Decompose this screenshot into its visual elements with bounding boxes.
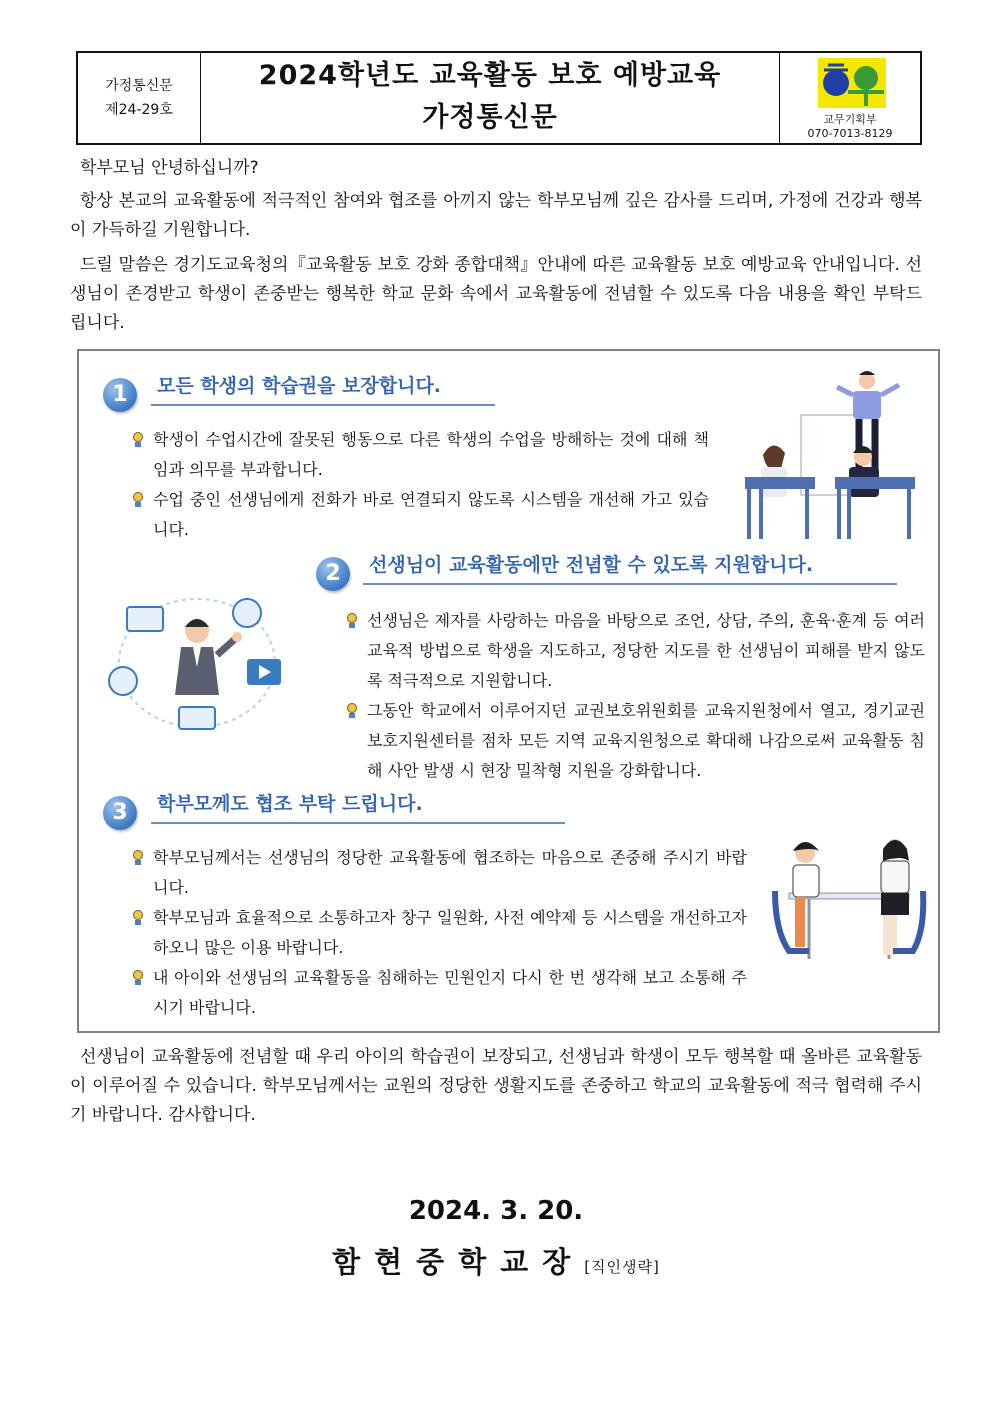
date: 2024. 3. 20. [408, 1196, 584, 1226]
seal-note: [직인생략] [584, 1258, 660, 1276]
section-3-title: 학부모께도 협조 부탁 드립니다. [151, 789, 565, 824]
page-title: 2024학년도 교육활동 보호 예방교육 [258, 60, 722, 91]
greeting: 학부모님 안녕하십니까? [80, 158, 259, 178]
dept-contact [780, 113, 920, 141]
list-item: 학부모님과 효율적으로 소통하고자 창구 일원화, 사전 예약제 등 시스템을 개선하고자 하오니 많은 이용 바랍니다. [131, 903, 747, 963]
page-subtitle: 가정통신문 [422, 102, 558, 133]
bullet-icon [345, 703, 359, 719]
issue-info [78, 53, 201, 143]
teacher-network-illustration [97, 585, 297, 735]
bullet-icon [131, 970, 145, 986]
bullet-icon [131, 432, 145, 448]
contact-block [780, 53, 920, 143]
list-item: 그동안 학교에서 이루어지던 교권보호위원회를 교육지원청에서 열고, 경기교권보호지원센터를 점차 모든 지역 교육지원청으로 확대해 나감으로써 교육활동 침해 사안 발생 시 현장 밀착형 지원을 강화합니다. [345, 696, 925, 786]
newsletter-type: 가정통신문 [105, 78, 173, 94]
section-3-badge: 3 [103, 796, 137, 830]
list-item: 수업 중인 선생님에게 전화가 바로 연결되지 않도록 시스템을 개선해 가고 있습니다. [131, 485, 709, 545]
dept-phone: 070-7013-8129 [807, 127, 893, 140]
parent-teacher-meeting-illustration [769, 837, 929, 967]
section-1-title: 모든 학생의 학습권을 보장합니다. [151, 371, 495, 406]
list-item: 학부모님께서는 선생님의 정당한 교육활동에 협조하는 마음으로 존중해 주시기 바랍니다. [131, 843, 747, 903]
issue-number: 제24-29호 [105, 102, 173, 118]
section-2-title: 선생님이 교육활동에만 전념할 수 있도록 지원합니다. [363, 550, 897, 585]
school-logo [818, 58, 886, 108]
signer-line [0, 1240, 992, 1281]
title-block [201, 53, 780, 143]
list-item: 학생이 수업시간에 잘못된 행동으로 다른 학생의 수업을 방해하는 것에 대해 책임과 의무를 부과합니다. [131, 425, 709, 485]
classroom-illustration [739, 365, 929, 545]
header-table [76, 51, 922, 145]
signer-name: 함현중학교장 [332, 1245, 585, 1279]
bullet-icon [131, 850, 145, 866]
dept-name: 교무기획부 [823, 113, 877, 126]
bullet-icon [131, 492, 145, 508]
section-2-badge: 2 [316, 557, 350, 591]
bullet-icon [131, 910, 145, 926]
list-item: 선생님은 제자를 사랑하는 마음을 바탕으로 조언, 상담, 주의, 훈육·훈계 등 여러 교육적 방법으로 학생을 지도하고, 정당한 지도를 한 선생님이 피해를 받지 않도록 적극적으로 지원합니다. [345, 606, 925, 696]
section-1-badge: 1 [103, 378, 137, 412]
intro-paragraph-1: 항상 본교의 교육활동에 적극적인 참여와 협조를 아끼지 않는 학부모님께 깊은 감사를 드리며, 가정에 건강과 행복이 가득하길 기원합니다. [70, 191, 922, 240]
bullet-icon [345, 613, 359, 629]
closing-paragraph: 선생님이 교육활동에 전념할 때 우리 아이의 학습권이 보장되고, 선생님과 학생이 모두 행복할 때 올바른 교육활동이 이루어질 수 있습니다. 학부모님께서는 교원의 정당한 생활지도를 존중하고 학교의 교육활동에 적극 협력해 주시기 바랍니다. 감사합니다. [70, 1047, 922, 1125]
intro-paragraph-2: 드릴 말씀은 경기도교육청의『교육활동 보호 강화 종합대책』안내에 따른 교육활동 보호 예방교육 안내입니다. 선생님이 존경받고 학생이 존중받는 행복한 학교 문화 속에서 교육활동에 전념할 수 있도록 다음 내용을 확인 부탁드립니다. [70, 255, 922, 333]
list-item: 내 아이와 선생님의 교육활동을 침해하는 민원인지 다시 한 번 생각해 보고 소통해 주시기 바랍니다. [131, 963, 747, 1023]
content-box [77, 349, 940, 1033]
